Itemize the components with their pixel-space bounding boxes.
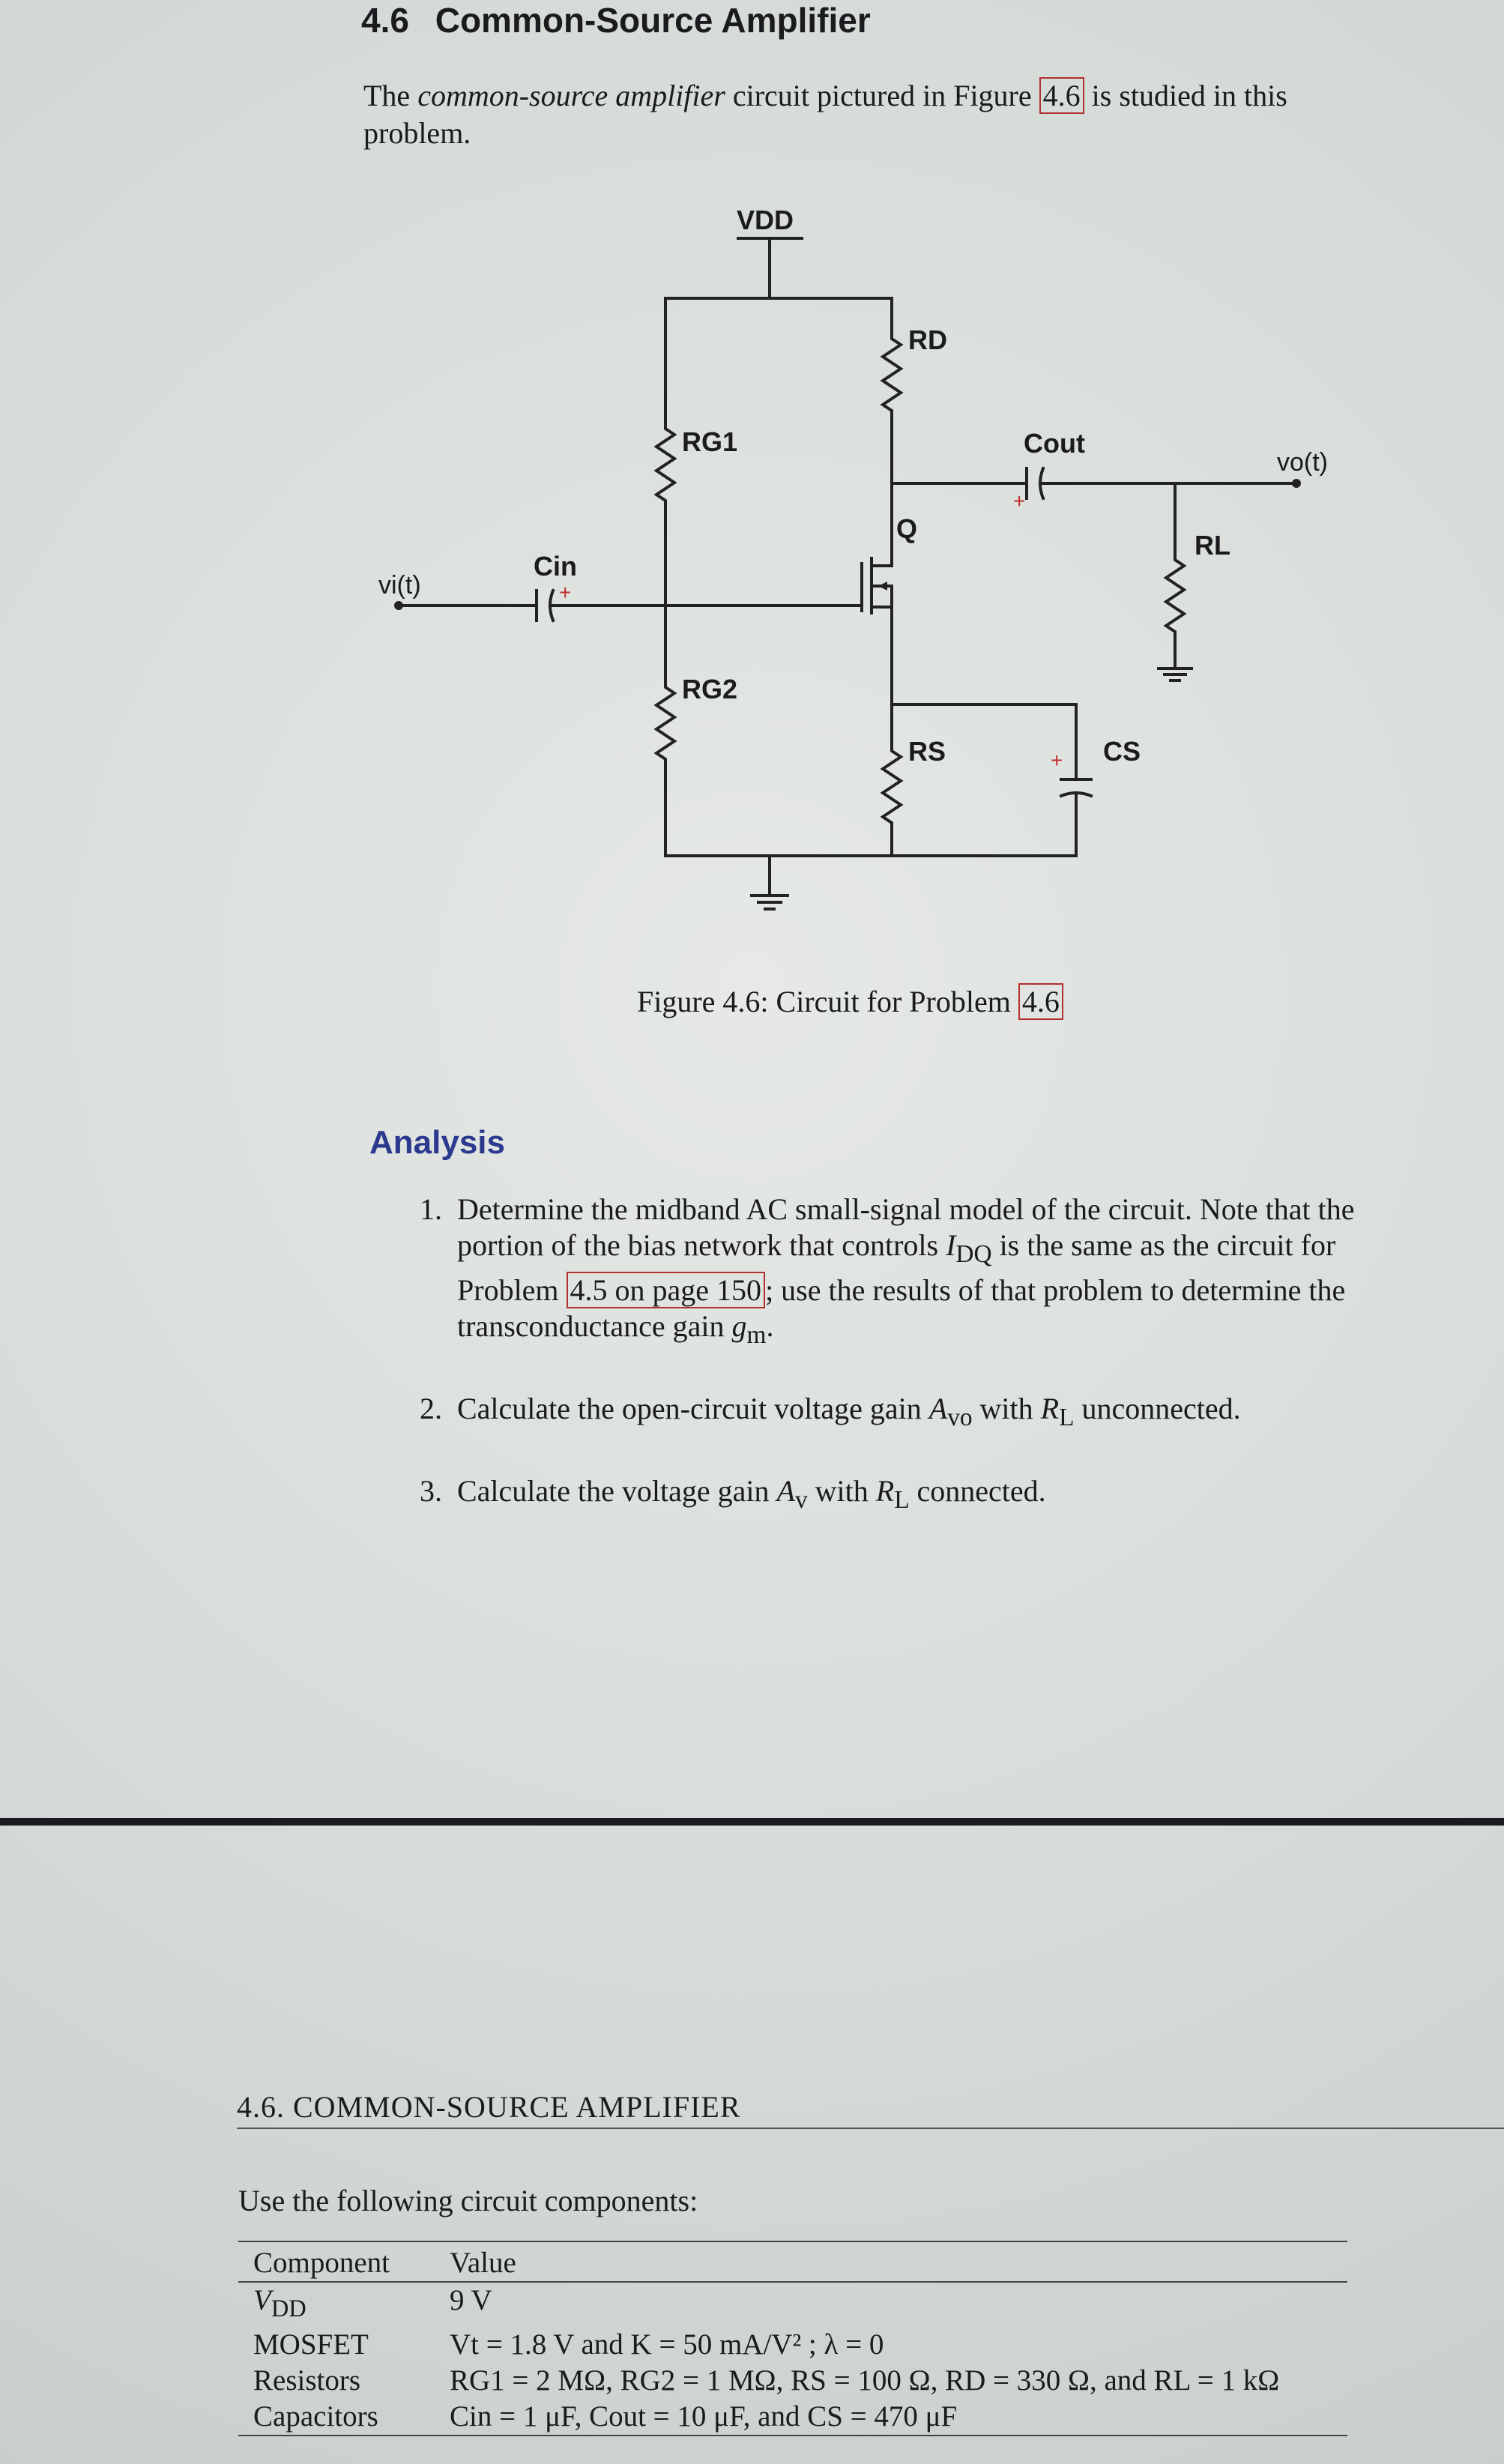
- rs-resistor: [883, 742, 901, 832]
- components-table-wrap: [238, 2241, 1347, 2436]
- components-table: [238, 2245, 1347, 2436]
- problem-4-5-link[interactable]: 4.5 on page 150: [567, 1272, 766, 1308]
- analysis-questions: [405, 1192, 1356, 1556]
- label-vo: vo(t): [1277, 448, 1328, 477]
- q1-idq-sub: DQ: [955, 1240, 992, 1268]
- table-header: Component: [253, 2247, 390, 2279]
- q2-text: with: [972, 1392, 1041, 1425]
- q3-av: A: [776, 1474, 795, 1508]
- table-header-row: [238, 2245, 1347, 2282]
- q1-text: .: [766, 1309, 774, 1343]
- intro-emphasis: common-source amplifier: [417, 79, 725, 112]
- q2-rl-sub: L: [1059, 1404, 1075, 1431]
- q3-text: connected.: [909, 1474, 1046, 1508]
- q3-text: with: [807, 1474, 876, 1508]
- mosfet-arrow-icon: [878, 582, 887, 591]
- label-rs: RS: [908, 736, 946, 767]
- question-1: [450, 1192, 1356, 1353]
- q1-gm-sub: m: [746, 1321, 767, 1349]
- q2-av: A: [928, 1392, 948, 1425]
- q3-text: Calculate the voltage gain: [457, 1474, 777, 1508]
- q1-gm: g: [731, 1309, 747, 1343]
- caption-text: Figure 4.6: Circuit for Problem: [637, 985, 1018, 1018]
- q1-text: Determine the midband AC small-signal model of the circuit. Note that the portion of the bias network that controls: [457, 1192, 1355, 1262]
- table-cell-component: MOSFET: [253, 2328, 369, 2361]
- q3-av-sub: v: [794, 1486, 808, 1514]
- rd-resistor: [883, 330, 901, 420]
- figure-link[interactable]: 4.6: [1039, 77, 1084, 114]
- q3-rl-sub: L: [894, 1486, 910, 1514]
- question-3: [450, 1473, 1356, 1518]
- label-rg2: RG2: [682, 674, 738, 704]
- table-cell-component: Resistors: [253, 2364, 361, 2397]
- rg1-resistor: [656, 420, 674, 510]
- q1-text: ; use the results of that problem to determine the transconductance gain: [457, 1273, 1346, 1343]
- table-cell-component: [238, 2282, 435, 2327]
- rl-resistor: [1166, 551, 1184, 641]
- table-cell-value: RG1 = 2 MΩ, RG2 = 1 MΩ, RS = 100 Ω, RD = 330 Ω, and RL = 1 kΩ: [450, 2364, 1280, 2397]
- q1-text: is the same as the circuit for Problem: [457, 1228, 1336, 1307]
- label-cout: Cout: [1024, 428, 1085, 459]
- q2-rl: R: [1040, 1392, 1060, 1425]
- q2-av-sub: vo: [947, 1404, 973, 1431]
- label-vdd: VDD: [737, 205, 794, 235]
- intro-text: circuit pictured in Figure: [725, 79, 1039, 112]
- running-head: [237, 2089, 1504, 2129]
- q2-text: unconnected.: [1074, 1392, 1241, 1425]
- q1-idq: I: [946, 1228, 956, 1262]
- q3-rl: R: [875, 1474, 895, 1508]
- table-row: [238, 2399, 1347, 2436]
- circuit-diagram: [0, 0, 1504, 974]
- components-lead: Use the following circuit components:: [238, 2184, 698, 2217]
- vdd-symbol: V: [253, 2284, 271, 2316]
- label-cin: Cin: [534, 551, 577, 582]
- label-cs: CS: [1103, 736, 1141, 767]
- section-number: 4.6: [361, 1, 409, 40]
- table-row: [238, 2327, 1347, 2363]
- vdd-sub: DD: [271, 2295, 306, 2322]
- label-rd: RD: [908, 324, 947, 355]
- figure-caption: [637, 983, 1063, 1021]
- analysis-heading: Analysis: [369, 1124, 505, 1161]
- label-vi: vi(t): [378, 571, 421, 600]
- cs-plus: +: [1051, 749, 1063, 772]
- cout-plus: +: [1013, 489, 1026, 513]
- running-head-text: 4.6. COMMON-SOURCE AMPLIFIER: [237, 2090, 741, 2124]
- table-cell-value: Vt = 1.8 V and K = 50 mA/V² ; λ = 0: [450, 2328, 884, 2361]
- table-cell-value: Cin = 1 μF, Cout = 10 μF, and CS = 470 μF: [450, 2400, 958, 2433]
- vi-node: [394, 601, 403, 610]
- table-row: [238, 2363, 1347, 2399]
- rg2-resistor: [656, 678, 674, 768]
- table-header: Value: [450, 2247, 516, 2279]
- cin-plus: +: [559, 581, 572, 604]
- table-cell-value: 9 V: [450, 2284, 492, 2316]
- q2-text: Calculate the open-circuit voltage gain: [457, 1392, 929, 1425]
- caption-problem-link[interactable]: 4.6: [1018, 983, 1063, 1020]
- section-title: Common-Source Amplifier: [435, 1, 871, 40]
- page-divider: [0, 1818, 1504, 1826]
- label-rg1: RG1: [682, 426, 738, 457]
- label-q: Q: [896, 513, 918, 544]
- label-rl: RL: [1195, 530, 1230, 561]
- question-2: [450, 1391, 1356, 1436]
- vo-node: [1292, 479, 1301, 488]
- table-row: [238, 2282, 1347, 2327]
- intro-text: The: [363, 79, 418, 112]
- table-cell-component: Capacitors: [253, 2400, 378, 2433]
- intro-text: is studied in this problem.: [363, 79, 1287, 150]
